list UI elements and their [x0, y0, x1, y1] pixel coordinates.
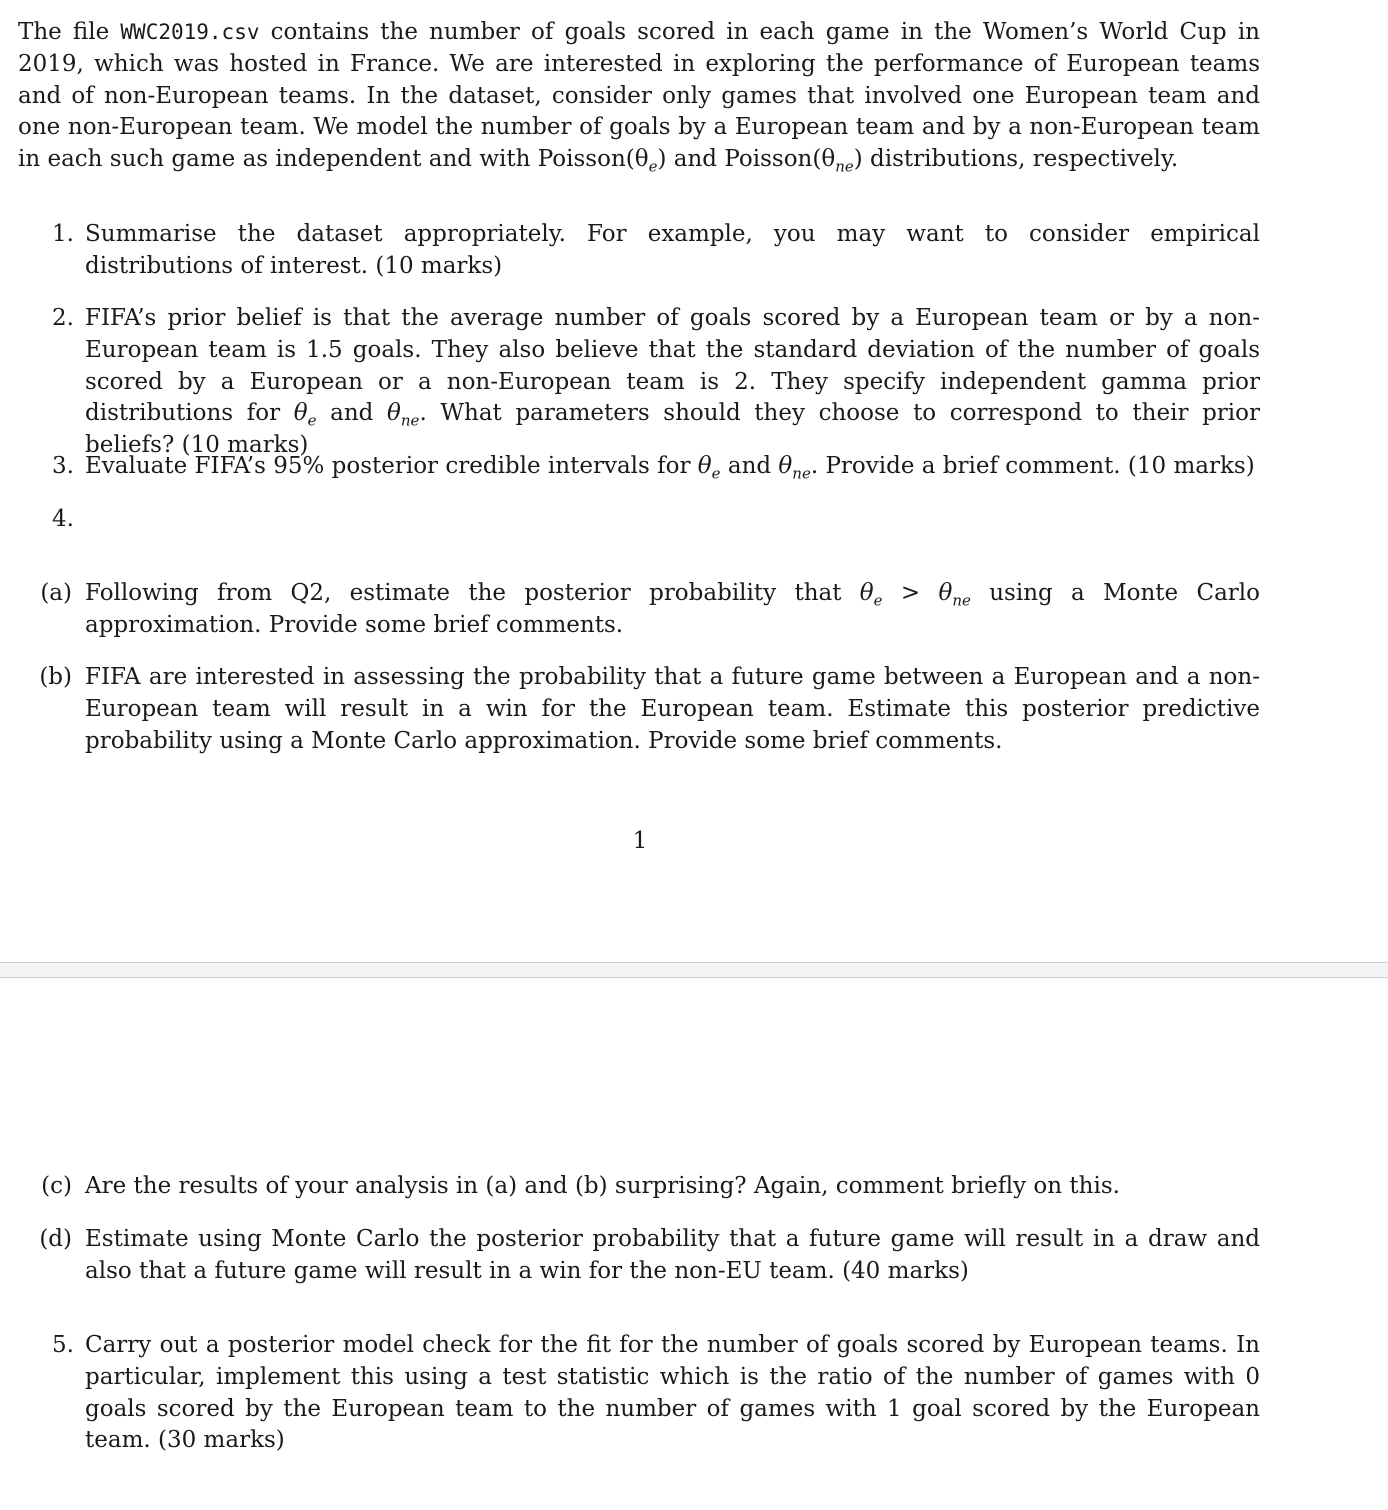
subquestion-label: (c) — [41, 1173, 72, 1199]
question-text: Summarise the dataset appropriately. For example, you may want to consider empirical distributions of interest. (10 marks) — [85, 221, 1260, 279]
question-text: FIFA’s prior belief is that the average number of goals scored by a European team or by a non-European team is 1.5 goals. They also believe that the standard deviation of the number of goals scored by a European or a non-European team is 2. They specify independent gamma prior distributions for $\theta_e$ and $\theta_{ne}$. What parameters should they choose to correspond to their prior beliefs? (10 marks) — [85, 305, 1261, 459]
subquestion-label: (d) — [39, 1226, 72, 1252]
question-text: Carry out a posterior model check for the fit for the number of goals scored by European teams. In particular, implement this using a test statistic which is the ratio of the number of games with 0 goals scored by the European team to the number of games with 1 goal scored by the European team. (30 marks) — [85, 1332, 1260, 1454]
poisson-ne: $Poisson(\theta_{ne})$ — [724, 146, 863, 176]
question-text: Following from Q2, estimate the posterior probability that $\theta_e > \theta_{ne}$ using a Monte Carlo approximation. Provide some brief comments. — [85, 580, 1260, 638]
poisson-e: $Poisson(\theta_e)$ — [537, 146, 667, 176]
question-number: 4. — [52, 506, 74, 532]
question-text: Estimate using Monte Carlo the posterior probability that a future game will result in a draw and also that a future game will result in a win for the non-EU team. (40 marks) — [85, 1226, 1260, 1284]
question-text: Are the results of your analysis in (a) and (b) surprising? Again, comment briefly on this. — [85, 1173, 1120, 1199]
question-text: Evaluate FIFA’s 95% posterior credible intervals for $\theta_e$ and $\theta_{ne}$. Provide a brief comment. (10 marks) — [85, 453, 1255, 483]
subquestion-label: (a) — [40, 580, 72, 606]
question-number: 1. — [52, 221, 74, 247]
page-number: 1 — [632, 828, 648, 854]
subquestion-label: (b) — [39, 664, 72, 690]
question-number: 5. — [52, 1332, 74, 1358]
intro-paragraph: The file WWC2019.csv contains the number of goals scored in each game in the Women’s World Cup in 2019, which was hosted in France. We are interested in exploring the performance of European teams and of non-European teams. In the dataset, consider only games that involved one European team and one non-European team. We model the number of goals by a European team and by a non-European team in each such game as independent and with $Poisson(\theta_e)$ and $Poisson(\theta_{ne})$ distributions, respectively. — [18, 19, 1260, 176]
page-2 — [0, 978, 1388, 1510]
question-number: 3. — [52, 453, 74, 479]
page-separator — [0, 962, 1388, 978]
question-number: 2. — [52, 305, 74, 331]
question-text: FIFA are interested in assessing the probability that a future game between a European and a non-European team will result in a win for the European team. Estimate this posterior predictive probability using a Monte Carlo approximation. Provide some brief comments. — [85, 664, 1260, 754]
filename-code: WWC2019.csv — [120, 20, 260, 44]
